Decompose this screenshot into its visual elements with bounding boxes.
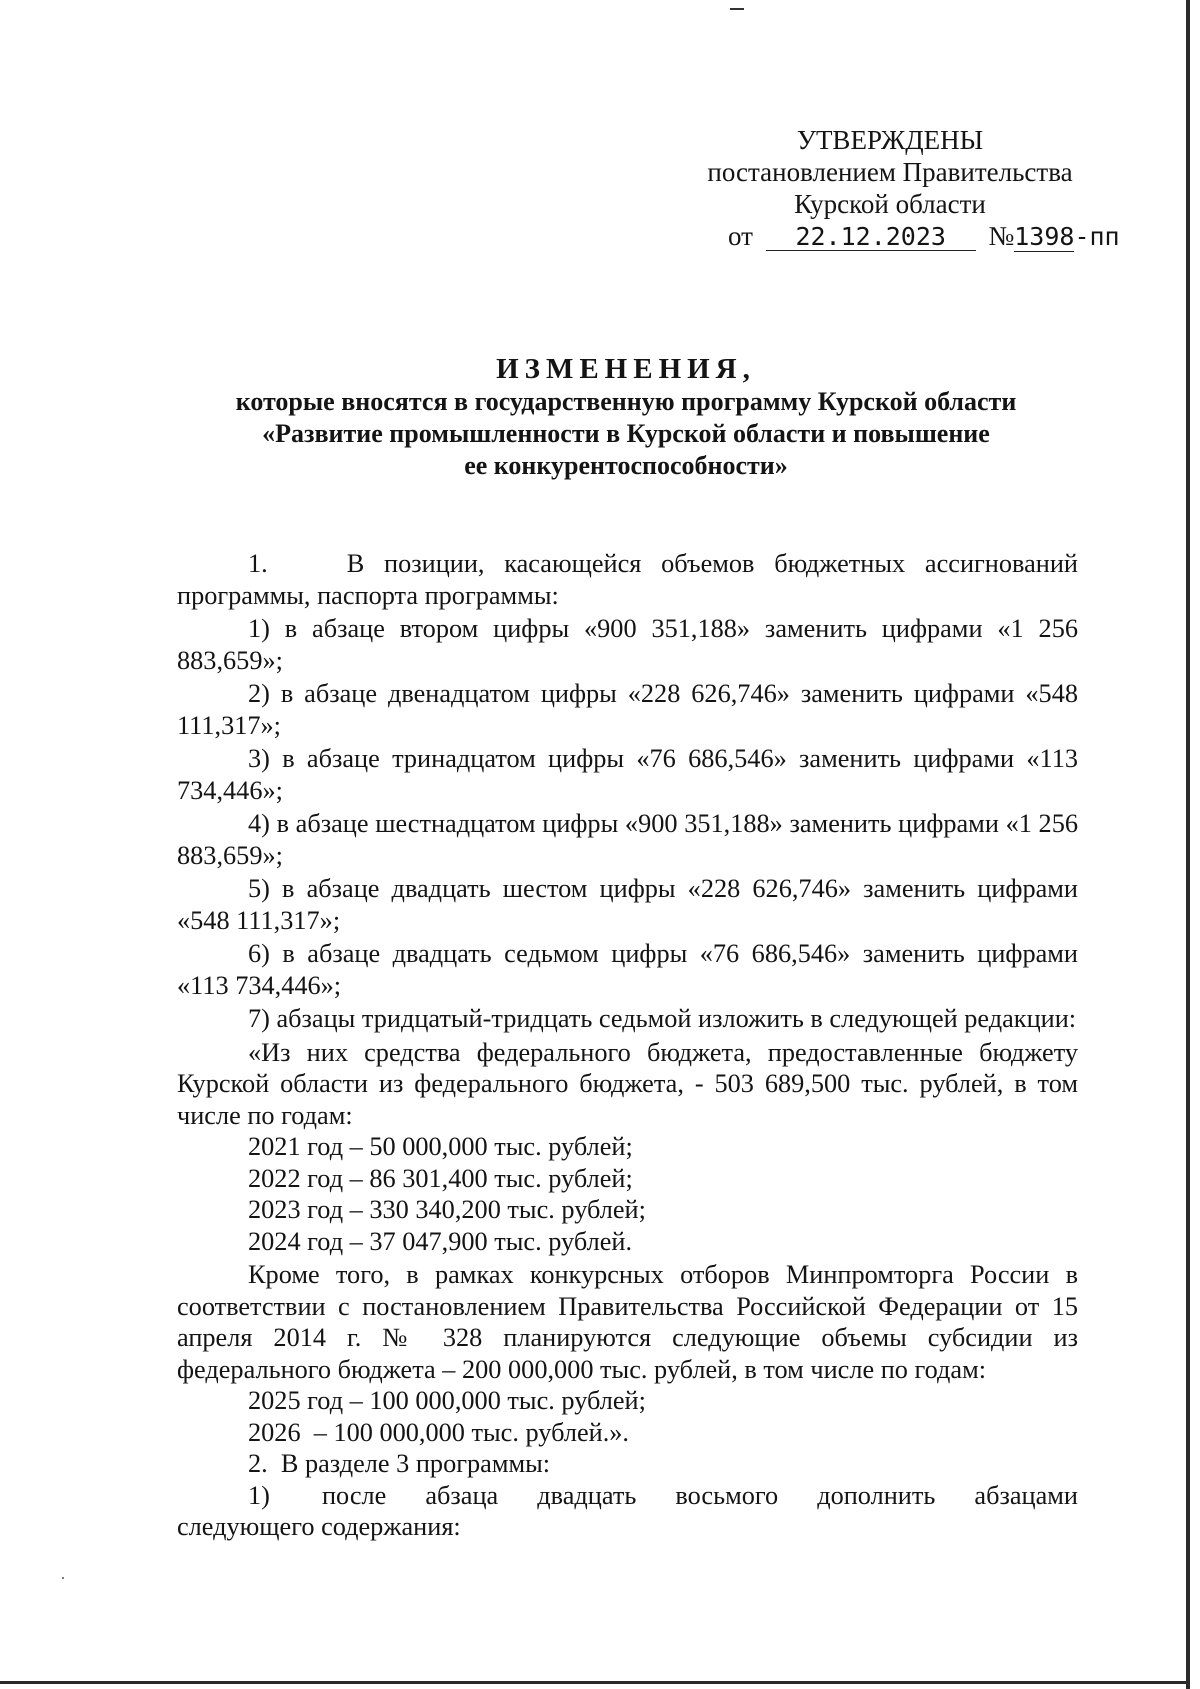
document-body <box>177 548 1085 1543</box>
scan-speck <box>62 1577 64 1579</box>
approval-date-line <box>680 220 1120 253</box>
list-item: 3) в абзаце тринадцатом цифры «76 686,546» заменить цифрами «113 734,446»; <box>177 744 1078 805</box>
paragraph-2: 2. В разделе 3 программы: <box>248 1449 551 1478</box>
list-item: 6) в абзаце двадцать седьмом цифры «76 686,546» заменить цифрами «113 734,446»; <box>177 939 1078 1000</box>
list-item: 1) в абзаце втором цифры «900 351,188» заменить цифрами «1 256 883,659»; <box>177 614 1078 675</box>
approval-number: 1398 <box>1014 222 1075 251</box>
document-title <box>120 352 1132 482</box>
year-line: 2023 год – 330 340,200 тыс. рублей; <box>248 1195 646 1224</box>
year-line: 2025 год – 100 000,000 тыс. рублей; <box>248 1386 646 1415</box>
approval-date: 22.12.2023 <box>766 224 976 251</box>
approval-stamp-block <box>680 124 1120 253</box>
title-line-1: которые вносятся в государственную программу Курской области <box>235 387 1017 416</box>
scan-border-bottom <box>0 1681 1190 1684</box>
title-line-3: ее конкурентоспособности» <box>464 451 788 480</box>
quote-intro: «Из них средства федерального бюджета, предоставленные бюджету Курской области из федерального бюджета, - 503 689,500 тыс. рублей, в том числе по годам: <box>177 1037 1078 1130</box>
list-item: 5) в абзаце двадцать шестом цифры «228 626,746» заменить цифрами «548 111,317»; <box>177 874 1078 935</box>
year-line: 2024 год – 37 047,900 тыс. рублей. <box>248 1226 633 1256</box>
approval-title: УТВЕРЖДЕНЫ <box>796 125 984 155</box>
approval-authority: постановлением Правительства <box>707 157 1073 187</box>
approval-number-suffix: -пп <box>1074 222 1120 251</box>
paragraph-2-item-1: 1) после абзаца двадцать восьмого дополнить абзацами следующего содержания: <box>177 1480 1085 1541</box>
title-heading: ИЗМЕНЕНИЯ, <box>496 353 756 385</box>
year-line: 2026 – 100 000,000 тыс. рублей.». <box>248 1417 629 1447</box>
paragraph-1: 1. В позиции, касающейся объемов бюджетных ассигнований программы, паспорта программы: <box>177 549 1085 610</box>
title-line-2: «Развитие промышленности в Курской области и повышение <box>262 419 990 448</box>
list-item: 4) в абзаце шестнадцатом цифры «900 351,188» заменить цифрами «1 256 883,659»; <box>177 809 1078 870</box>
year-line: 2022 год – 86 301,400 тыс. рублей; <box>248 1163 633 1193</box>
additional-subsidy-paragraph: Кроме того, в рамках конкурсных отборов Минпромторга России в соответствии с постановлением Правительства Российской Федерации от 15 апреля 2014 г. № 328 планируются следующие объемы субсидии из федерального бюджета – 200 000,000 тыс. рублей, в том числе по годам: <box>177 1260 1078 1384</box>
list-item: 2) в абзаце двенадцатом цифры «228 626,746» заменить цифрами «548 111,317»; <box>177 679 1078 740</box>
approval-region: Курской области <box>794 189 986 219</box>
date-prefix: от <box>728 221 753 251</box>
number-prefix: № <box>988 221 1015 251</box>
list-item: 7) абзацы тридцатый-тридцать седьмой изложить в следующей редакции: <box>248 1004 1077 1033</box>
scan-artifact <box>730 8 744 10</box>
year-line: 2021 год – 50 000,000 тыс. рублей; <box>248 1132 633 1161</box>
scan-border-right <box>1186 0 1190 1689</box>
